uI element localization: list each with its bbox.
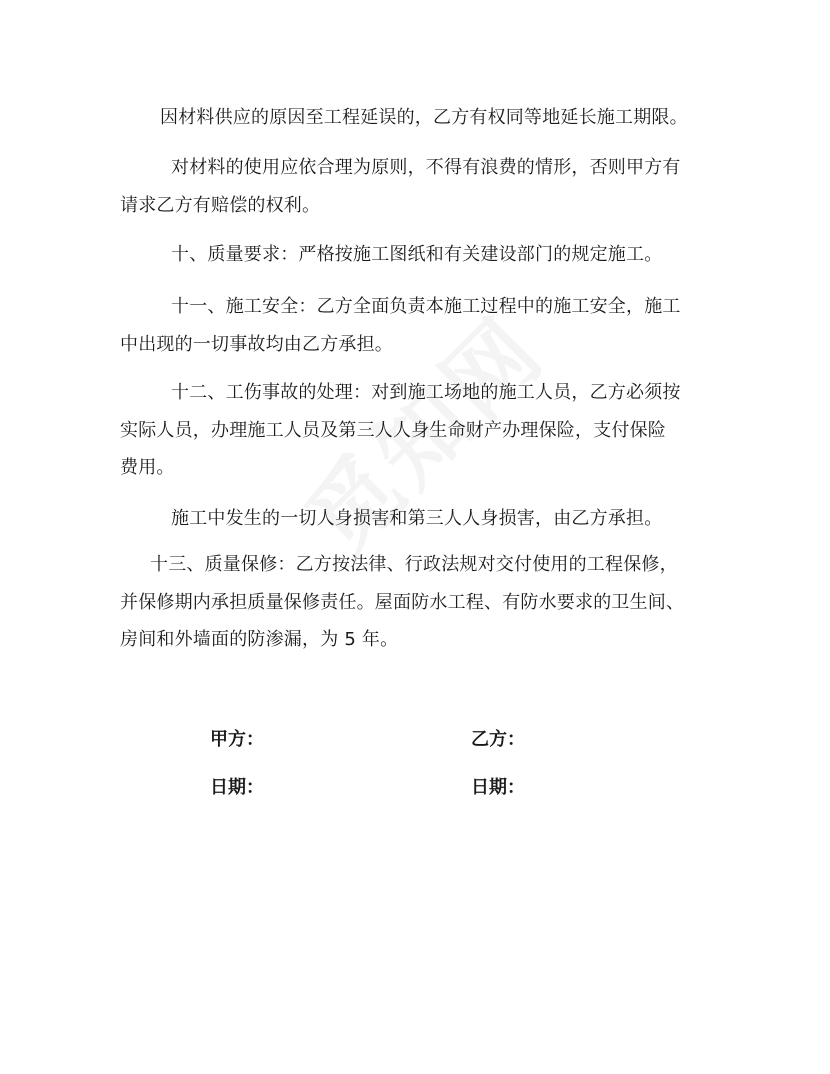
date-a-label: 日期： xyxy=(210,777,264,798)
party-a-label: 甲方： xyxy=(210,729,264,750)
paragraph-line: 请求乙方有赔偿的权利。 xyxy=(120,195,321,216)
paragraph-line: 房间和外墙面的防渗漏，为 5 年。 xyxy=(120,629,399,650)
paragraph-line: 并保修期内承担质量保修责任。屋面防水工程、有防水要求的卫生间、 xyxy=(120,592,685,613)
paragraph-line: 对材料的使用应依合理为原则，不得有浪费的情形，否则甲方有 xyxy=(171,157,681,178)
paragraph-line: 中出现的一切事故均由乙方承担。 xyxy=(120,334,393,355)
paragraph-line: 施工中发生的一切人身损害和第三人人身损害，由乙方承担。 xyxy=(171,508,663,529)
paragraph-line: 十三、质量保修：乙方按法律、行政法规对交付使用的工程保修， xyxy=(150,554,678,575)
paragraph-line: 费用。 xyxy=(120,457,175,478)
paragraph-line: 十二、工伤事故的处理：对到施工场地的施工人员，乙方必须按 xyxy=(171,382,681,403)
paragraph-line: 十一、施工安全：乙方全面负责本施工过程中的施工安全，施工 xyxy=(171,296,681,317)
date-b-label: 日期： xyxy=(471,777,525,798)
paragraph-line: 实际人员，办理施工人员及第三人人身生命财产办理保险，支付保险 xyxy=(120,420,666,441)
paragraph-line: 十、质量要求：严格按施工图纸和有关建设部门的规定施工。 xyxy=(171,244,663,265)
paragraph-line: 因材料供应的原因至工程延误的，乙方有权同等地延长施工期限。 xyxy=(160,107,688,128)
party-b-label: 乙方： xyxy=(471,729,525,750)
